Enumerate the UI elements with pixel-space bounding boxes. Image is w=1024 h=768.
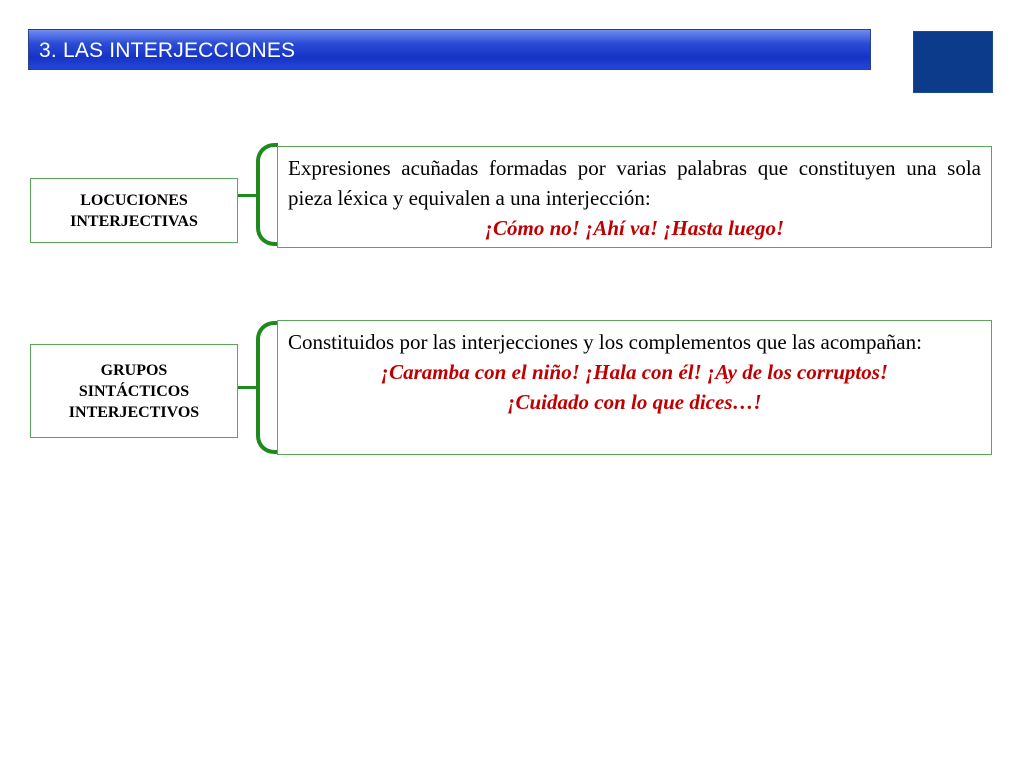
definition-text: Expresiones acuñadas formadas por varias palabras que constituyen una sola pieza léxica y equivalen a una interjección:	[288, 156, 981, 210]
label-line: GRUPOS	[100, 361, 168, 379]
label-line: SINTÁCTICOS	[78, 382, 190, 400]
label-line: INTERJECTIVOS	[68, 403, 200, 421]
slide-title: 3. LAS INTERJECCIONES	[39, 39, 296, 62]
curly-bracket-icon	[256, 143, 278, 246]
label-line: INTERJECTIVAS	[70, 212, 198, 230]
curly-bracket-icon	[256, 321, 278, 454]
logo-block	[913, 31, 993, 93]
slide-title-bar	[28, 29, 871, 70]
example-text: ¡Cuidado con lo que dices…!	[507, 390, 762, 414]
example-text: ¡Caramba con el niño! ¡Hala con él! ¡Ay de los corruptos!	[380, 360, 889, 384]
example-text: ¡Cómo no! ¡Ahí va! ¡Hasta luego!	[484, 216, 785, 240]
definition-box-grupos	[277, 320, 992, 455]
label-locuciones-interjectivas	[30, 178, 238, 243]
connector-line	[238, 194, 258, 197]
label-grupos-sintacticos-interjectivos	[30, 344, 238, 438]
connector-line	[238, 386, 258, 389]
label-line: LOCUCIONES	[80, 191, 188, 209]
definition-text: Constituidos por las interjecciones y los complementos que las acompañan:	[288, 330, 922, 354]
definition-box-locuciones	[277, 146, 992, 248]
